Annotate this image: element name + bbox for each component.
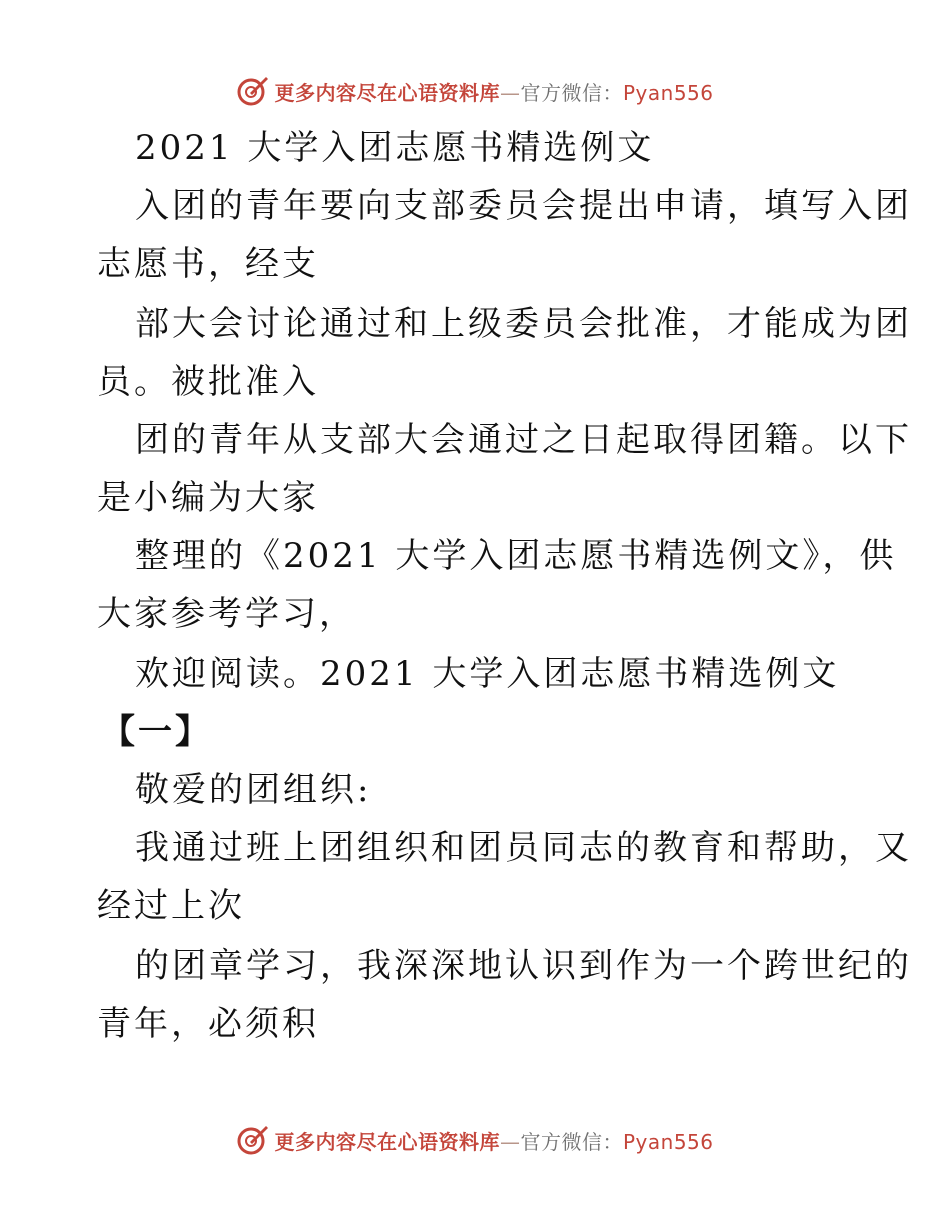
doc-line: 青年，必须积 [97,1004,319,1044]
doc-line: 欢迎阅读。2021 大学入团志愿书精选例文 [135,654,840,694]
banner-main-text: 更多内容尽在心语资料库 [274,80,500,105]
pen-logo-icon [236,74,270,108]
banner-wechat-label: 官方微信： [520,80,623,105]
banner-dash: — [499,1129,521,1154]
banner-inner [236,74,713,108]
doc-title: 2021 大学入团志愿书精选例文 [135,128,655,168]
banner-inner [236,1123,713,1157]
doc-line: 是小编为大家 [97,478,319,518]
banner-dash: — [499,80,521,105]
doc-line: 的团章学习，我深深地认识到作为一个跨世纪的 [135,946,912,986]
doc-line: 团的青年从支部大会通过之日起取得团籍。以下 [135,420,912,460]
doc-line: 入团的青年要向支部委员会提出申请，填写入团 [135,186,912,226]
footer-banner [0,1120,950,1160]
doc-line: 员。被批准入 [97,362,319,402]
salutation: 敬爱的团组织: [135,770,372,810]
pen-logo-icon [236,1123,270,1157]
banner-wechat-id: Pyan556 [622,1129,714,1154]
doc-line: 志愿书，经支 [97,244,319,284]
doc-line: 经过上次 [97,886,245,926]
banner-wechat-label: 官方微信： [520,1129,623,1154]
doc-line: 整理的《2021 大学入团志愿书精选例文》，供 [135,536,897,576]
doc-line: 大家参考学习， [97,594,356,634]
doc-line: 我通过班上团组织和团员同志的教育和帮助，又 [135,828,912,868]
banner-main-text: 更多内容尽在心语资料库 [274,1129,500,1154]
banner-text [274,1126,713,1155]
banner-text [274,77,713,106]
doc-line: 部大会讨论通过和上级委员会批准，才能成为团 [135,304,912,344]
section-heading: 【一】 [101,712,212,752]
header-banner [0,71,950,111]
banner-wechat-id: Pyan556 [622,80,714,105]
